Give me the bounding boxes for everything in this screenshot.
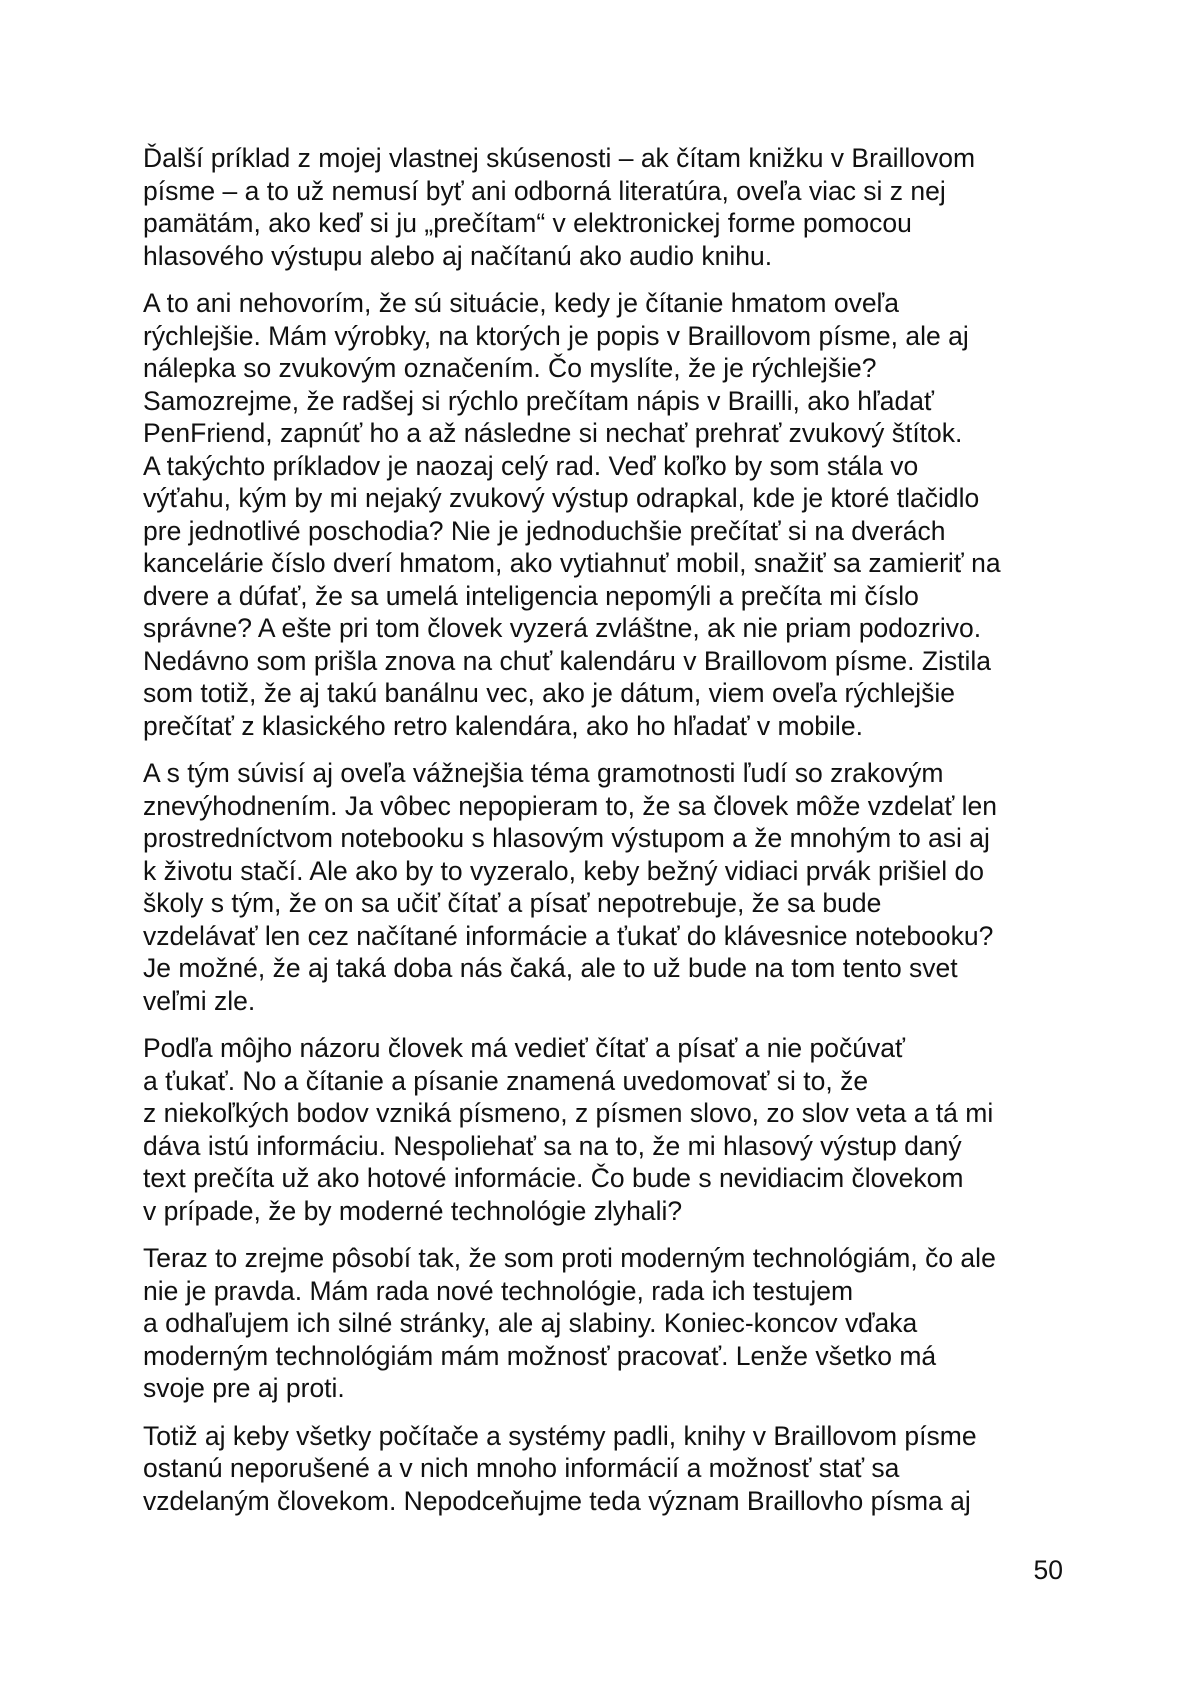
text-line: dvere a dúfať, že sa umelá inteligencia nepomýli a prečíta mi číslo bbox=[143, 580, 919, 611]
paragraph bbox=[143, 142, 1073, 272]
paragraph bbox=[143, 1032, 1073, 1227]
text-line: a ťukať. No a čítanie a písanie znamená uvedomovať si to, že bbox=[143, 1065, 869, 1096]
text-line: písme – a to už nemusí byť ani odborná literatúra, oveľa viac si z nej bbox=[143, 175, 946, 206]
text-line: Totiž aj keby všetky počítače a systémy padli, knihy v Braillovom písme bbox=[143, 1420, 977, 1451]
text-line: veľmi zle. bbox=[143, 985, 256, 1016]
text-line: výťahu, kým by mi nejaký zvukový výstup odrapkal, kde je ktoré tlačidlo bbox=[143, 483, 980, 513]
text-line: hlasového výstupu alebo aj načítanú ako audio knihu. bbox=[143, 240, 773, 271]
paragraph bbox=[143, 757, 1073, 1017]
text-line: prostredníctvom notebooku s hlasovým výstupom a že mnohým to asi aj bbox=[143, 823, 990, 853]
paragraph bbox=[143, 1242, 1073, 1405]
paragraph bbox=[143, 287, 1073, 742]
text-line: Ďalší príklad z mojej vlastnej skúsenosti – ak čítam knižku v Braillovom bbox=[143, 143, 976, 173]
text-line: vzdelávať len cez načítané informácie a ťukať do klávesnice notebooku? bbox=[143, 920, 994, 951]
text-line: moderným technológiám mám možnosť pracovať. Lenže všetko má bbox=[143, 1340, 937, 1371]
text-line: A s tým súvisí aj oveľa vážnejšia téma gramotnosti ľudí so zrakovým bbox=[143, 758, 944, 788]
text-line: ostanú neporušené a v nich mnoho informácií a možnosť stať sa bbox=[143, 1453, 900, 1483]
text-line: text prečíta už ako hotové informácie. Čo bude s nevidiacim človekom bbox=[143, 1163, 964, 1193]
text-line: Podľa môjho názoru človek má vedieť čítať a písať a nie počúvať bbox=[143, 1033, 905, 1063]
page-number: 50 bbox=[1033, 1555, 1063, 1585]
text-line: rýchlejšie. Mám výrobky, na ktorých je popis v Braillovom písme, ale aj bbox=[143, 320, 969, 351]
text-line: dáva istú informáciu. Nespoliehať sa na to, že mi hlasový výstup daný bbox=[143, 1130, 962, 1161]
text-line: pre jednotlivé poschodia? Nie je jednoduchšie prečítať si na dverách bbox=[143, 515, 946, 546]
text-line: Samozrejme, že radšej si rýchlo prečítam nápis v Brailli, ako hľadať bbox=[143, 385, 934, 416]
text-line: školy s tým, že on sa učiť čítať a písať nepotrebuje, že sa bude bbox=[143, 888, 882, 918]
text-line: PenFriend, zapnúť ho a až následne si nechať prehrať zvukový štítok. bbox=[143, 418, 963, 448]
text-line: kancelárie číslo dverí hmatom, ako vytiahnuť mobil, snažiť sa zamieriť na bbox=[143, 548, 1001, 578]
text-line: správne? A ešte pri tom človek vyzerá zvláštne, ak nie priam podozrivo. bbox=[143, 613, 982, 643]
paragraph bbox=[143, 1420, 1073, 1518]
text-line: a odhaľujem ich silné stránky, ale aj slabiny. Koniec-koncov vďaka bbox=[143, 1308, 918, 1338]
text-line: k životu stačí. Ale ako by to vyzeralo, keby bežný vidiaci prvák prišiel do bbox=[143, 855, 985, 886]
text-line: vzdelaným človekom. Nepodceňujme teda význam Braillovho písma aj bbox=[143, 1485, 971, 1516]
text-body bbox=[143, 142, 1073, 1532]
text-line: znevýhodnením. Ja vôbec nepopieram to, že sa človek môže vzdelať len bbox=[143, 790, 997, 821]
text-line: Je možné, že aj taká doba nás čaká, ale to už bude na tom tento svet bbox=[143, 953, 958, 983]
text-line: prečítať z klasického retro kalendára, ako ho hľadať v mobile. bbox=[143, 710, 863, 741]
text-line: A takýchto príkladov je naozaj celý rad. Veď koľko by som stála vo bbox=[143, 450, 919, 481]
text-line: Nedávno som prišla znova na chuť kalendáru v Braillovom písme. Zistila bbox=[143, 645, 992, 676]
text-line: nálepka so zvukovým označením. Čo myslíte, že je rýchlejšie? bbox=[143, 353, 877, 383]
text-line: z niekoľkých bodov vzniká písmeno, z písmen slovo, zo slov veta a tá mi bbox=[143, 1098, 994, 1128]
text-line: A to ani nehovorím, že sú situácie, kedy je čítanie hmatom oveľa bbox=[143, 288, 900, 318]
text-line: svoje pre aj proti. bbox=[143, 1373, 345, 1403]
text-line: som totiž, že aj takú banálnu vec, ako je dátum, viem oveľa rýchlejšie bbox=[143, 678, 955, 708]
text-line: Teraz to zrejme pôsobí tak, že som proti moderným technológiám, čo ale bbox=[143, 1243, 996, 1273]
text-line: nie je pravda. Mám rada nové technológie, rada ich testujem bbox=[143, 1275, 854, 1306]
text-line: pamätám, ako keď si ju „prečítam“ v elektronickej forme pomocou bbox=[143, 208, 912, 238]
text-line: v prípade, že by moderné technológie zlyhali? bbox=[143, 1195, 683, 1226]
